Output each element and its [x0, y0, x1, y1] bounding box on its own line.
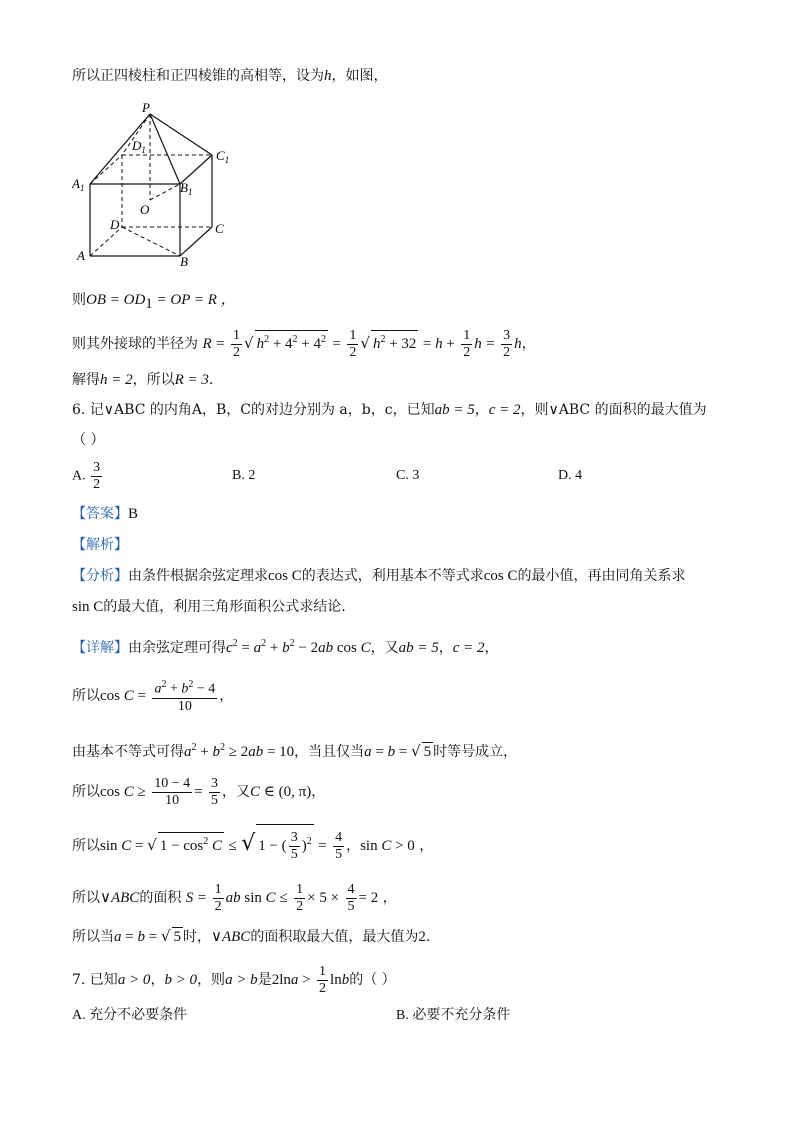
- q6-option-a: A. $\frac{3}{2}$: [72, 460, 101, 492]
- q6-step-cosC-expr: 所以cos C = $\frac{a^2 + b^2 - 4}{10}$ ，: [72, 679, 234, 714]
- label-P: P: [142, 100, 150, 115]
- q6-option-d: D. 4: [558, 468, 583, 483]
- label-B1: $B_1$: [180, 180, 193, 197]
- q7-option-a: A. 充分不必要条件: [72, 1008, 188, 1023]
- q6-option-b: B. 2: [232, 468, 256, 483]
- q6-answer: 【答案】B: [72, 506, 139, 522]
- label-C: C: [215, 221, 224, 236]
- q6-fenxi-line2: sin C的最大值，利用三角形面积公式求结论.: [72, 599, 346, 615]
- q6-step-cosC-bound: 所以cos C ≥ $\frac{10 - 4}{10}$ = $\frac{3}{5}$ ，又C ∈ (0, π)，: [72, 775, 326, 808]
- q6-analysis-tag: 【解析】: [72, 537, 128, 553]
- label-B: B: [180, 254, 188, 269]
- q7-stem: 7. 已知a > 0，b > 0，则a > b是2lna > $\frac{1}{2}$ lnb的（ ）: [72, 963, 396, 996]
- label-C1: $C_1$: [216, 148, 230, 165]
- label-O: O: [140, 202, 150, 217]
- label-A: A: [77, 248, 85, 263]
- q6-fenxi-line1: 【分析】由条件根据余弦定理求cos C的表达式，利用基本不等式求cos C的最小值，再由同角关系求: [72, 568, 686, 584]
- q6-step-amgm: 由基本不等式可得$a^2 + b^2 \ge 2ab = 10$，当且仅当a = b = √ 5 时等号成立，: [72, 742, 518, 760]
- figure-svg: [72, 100, 242, 270]
- q7-option-b: B. 必要不充分条件: [396, 1008, 511, 1023]
- label-D: D: [110, 217, 120, 232]
- q6-step-area: 所以∨ABC的面积 S = $\frac{1}{2}$ ab sin C ≤ $\frac{1}{2}$ × 5 × $\frac{4}{5}$ = 2 ，: [72, 881, 397, 914]
- text-line-radius-formula: 则其外接球的半径为 R = $\frac{1}{2}$ √ $h^2 + 4^2 + 4^2$ = $\frac{1}{2}$ √ $h^2 + 32 = h$ + $\frac{1}{2}$ h = $\frac{3}{2}$ h，: [72, 327, 536, 360]
- q6-stem: 6. 记∨ABC 的内角A，B，C的对边分别为 a，b，c，已知ab = 5，c = 2，则∨ABC 的面积的最大值为: [72, 402, 707, 418]
- q6-paren: （ ）: [72, 432, 105, 448]
- q6-step-sinC-bound: 所以sin C = √ $1 - \cos^2 C$ ≤ √ 1 − ( $\frac{3}{5}$ )$^2$ = $\frac{4}{5}$ ，sin C > 0 ，: [72, 822, 433, 868]
- prism-pyramid-figure: [72, 100, 242, 274]
- text-line-equal-radii: 则OB = $OD_1$ = OP = R ，: [72, 292, 236, 312]
- q6-detail-line1: 【详解】由余弦定理可得$c^2 = a^2 + b^2 - 2ab$ cos C，又ab = 5，c = 2，: [72, 638, 499, 656]
- text-line-heights-equal: 所以正四棱柱和正四棱锥的高相等，设为h，如图，: [72, 68, 388, 84]
- q6-option-c: C. 3: [396, 468, 420, 483]
- q6-step-conclusion: 所以当a = b = √ 5 时，∨ABC的面积取最大值，最大值为2.: [72, 927, 431, 945]
- label-A1: $A_1$: [72, 176, 85, 193]
- text-line-solve: 解得h = 2，所以R = 3.: [72, 372, 214, 388]
- label-D1: $D_1$: [132, 138, 146, 155]
